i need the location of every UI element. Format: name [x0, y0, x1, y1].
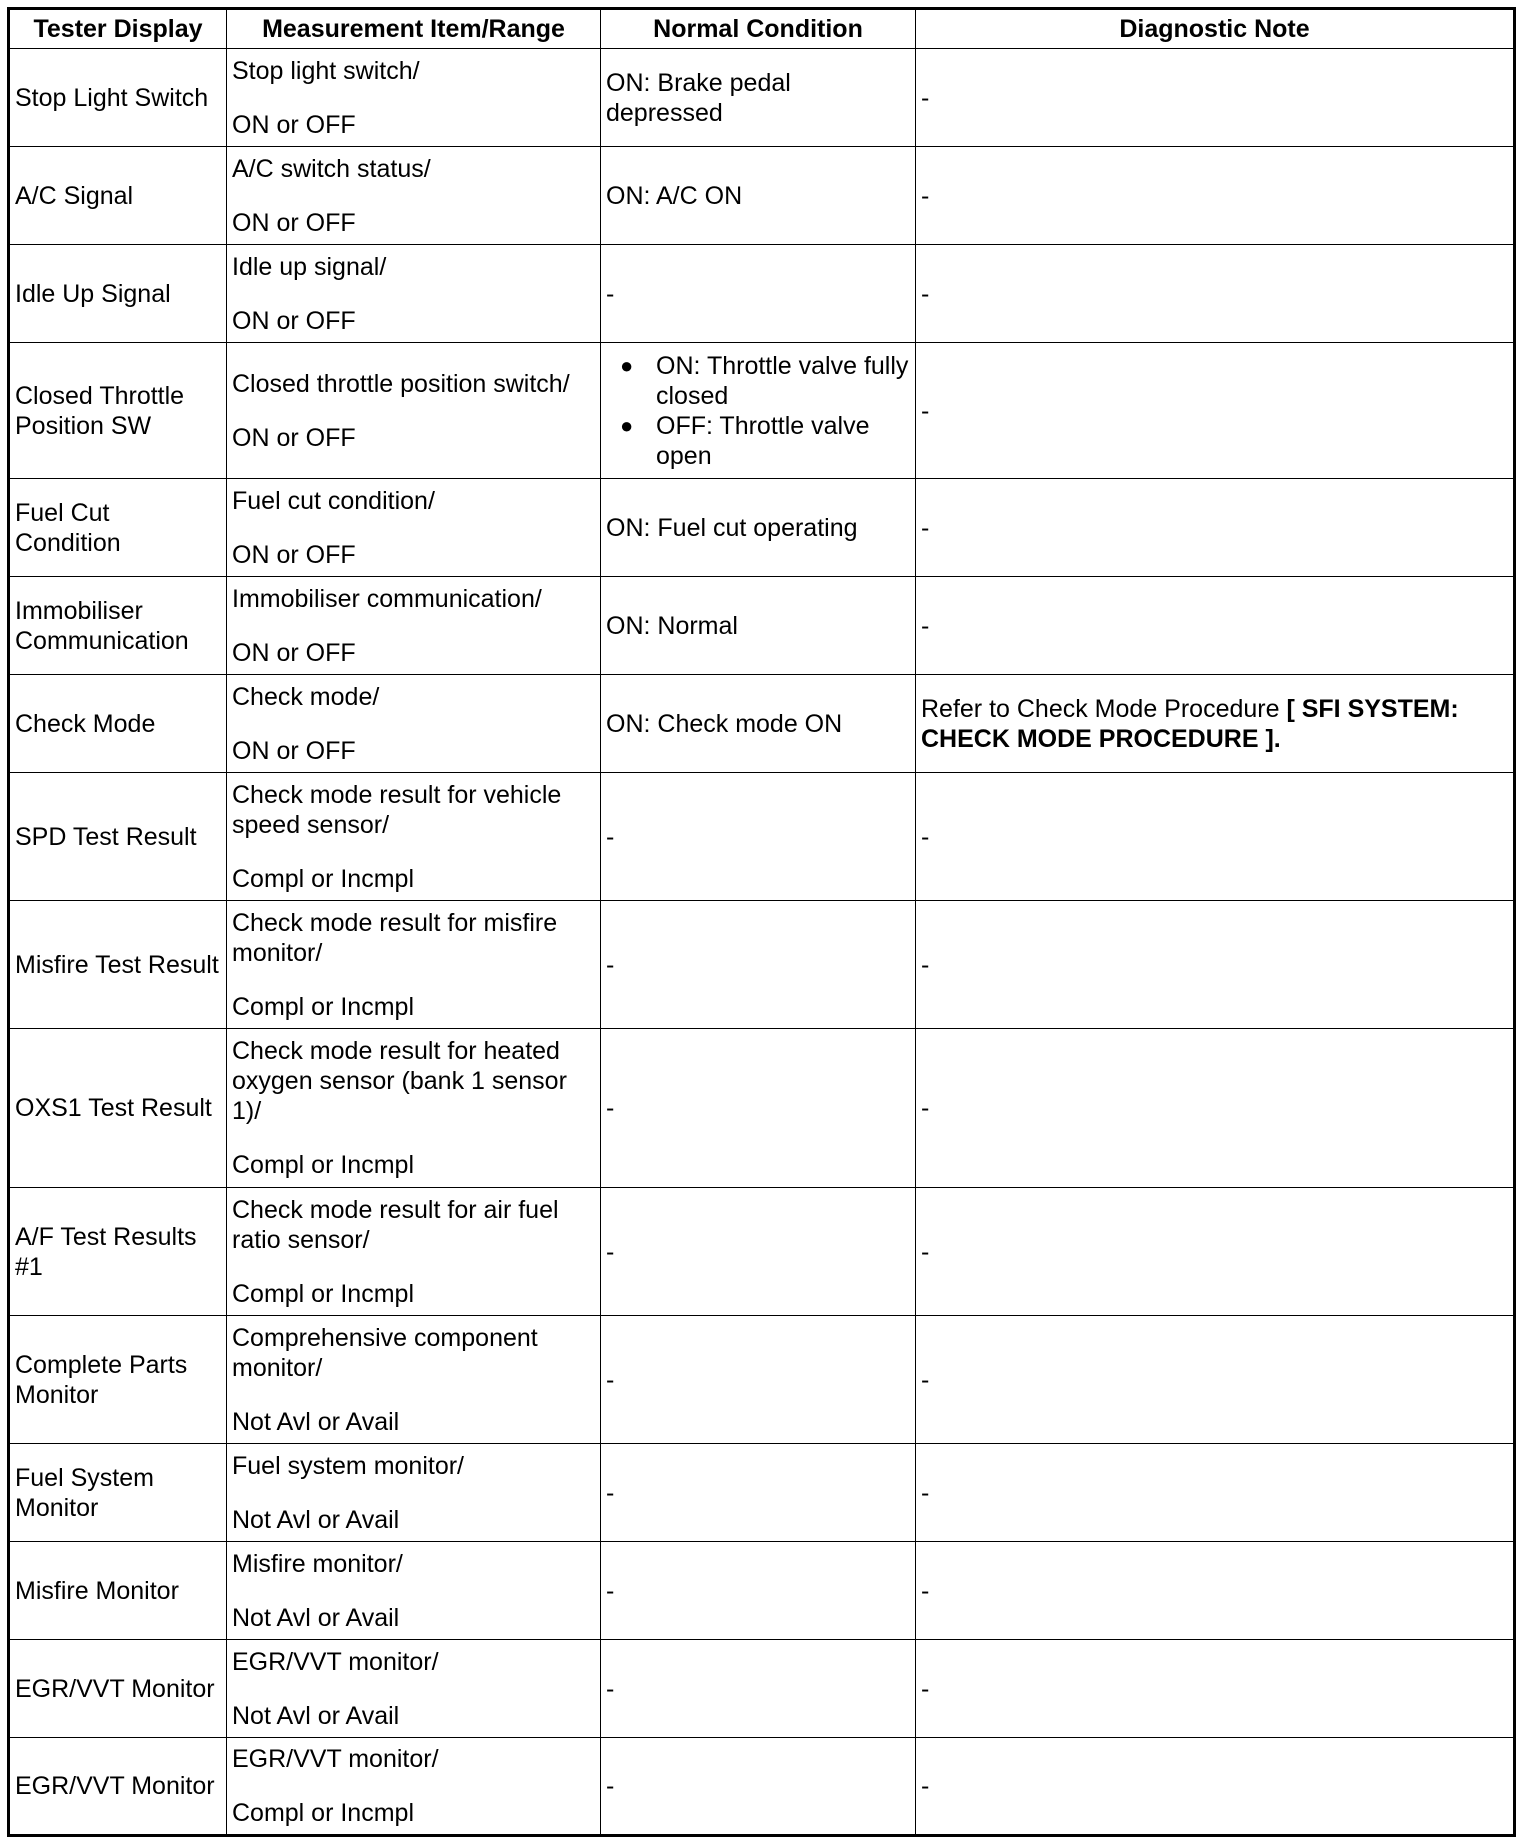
cell-normal-condition: ON: Normal — [601, 577, 916, 675]
measurement-spacer — [232, 1481, 595, 1505]
cell-measurement — [227, 901, 601, 1029]
cell-measurement — [227, 49, 601, 147]
measurement-range: Not Avl or Avail — [232, 1603, 400, 1632]
measurement-item: Immobiliser communication/ — [232, 584, 542, 613]
table-row — [9, 1316, 1515, 1444]
measurement-range: ON or OFF — [232, 306, 356, 335]
table-row — [9, 49, 1515, 147]
measurement-range: Not Avl or Avail — [232, 1505, 400, 1534]
measurement-spacer — [232, 1677, 595, 1701]
cell-tester-display: Immobiliser Communication — [9, 577, 227, 675]
cell-measurement — [227, 245, 601, 343]
measurement-item: A/C switch status/ — [232, 154, 431, 183]
header-measurement-item: Measurement Item/Range — [227, 9, 601, 49]
cell-normal-condition: - — [601, 1738, 916, 1836]
cell-normal-condition: - — [601, 1542, 916, 1640]
measurement-range: Not Avl or Avail — [232, 1701, 400, 1730]
cell-tester-display: A/C Signal — [9, 147, 227, 245]
cell-measurement — [227, 147, 601, 245]
table-body — [9, 49, 1515, 1836]
measurement-spacer — [232, 1255, 595, 1279]
measurement-spacer — [232, 840, 595, 864]
cell-measurement — [227, 1542, 601, 1640]
measurement-range: Compl or Incmpl — [232, 992, 414, 1021]
cell-measurement — [227, 773, 601, 901]
measurement-range: ON or OFF — [232, 208, 356, 237]
note-text: Refer to Check Mode Procedure — [921, 694, 1287, 723]
measurement-range: Compl or Incmpl — [232, 1151, 414, 1179]
measurement-spacer — [232, 184, 595, 208]
cell-diagnostic-note: - — [916, 1640, 1515, 1738]
cell-diagnostic-note: - — [916, 1444, 1515, 1542]
header-tester-display: Tester Display — [9, 9, 227, 49]
data-list-table — [7, 7, 1516, 1837]
cell-diagnostic-note: - — [916, 343, 1515, 479]
cell-measurement — [227, 1444, 601, 1542]
cell-tester-display: Stop Light Switch — [9, 49, 227, 147]
measurement-item: Check mode result for vehicle speed sensor/ — [232, 780, 562, 839]
measurement-item: Comprehensive component monitor/ — [232, 1323, 538, 1382]
cell-diagnostic-note: - — [916, 577, 1515, 675]
cell-diagnostic-note: - — [916, 1029, 1515, 1188]
measurement-spacer — [232, 86, 595, 110]
cell-normal-condition: - — [601, 901, 916, 1029]
measurement-range: ON or OFF — [232, 638, 356, 667]
cell-tester-display: A/F Test Results #1 — [9, 1188, 227, 1316]
measurement-item: Check mode/ — [232, 682, 380, 711]
table-row — [9, 1542, 1515, 1640]
table-row — [9, 479, 1515, 577]
cell-diagnostic-note: - — [916, 773, 1515, 901]
table-header-row — [9, 9, 1515, 49]
cell-tester-display: Fuel Cut Condition — [9, 479, 227, 577]
measurement-item: Idle up signal/ — [232, 252, 387, 281]
measurement-item: EGR/VVT monitor/ — [232, 1745, 439, 1773]
measurement-range: ON or OFF — [232, 110, 356, 139]
cell-diagnostic-note: - — [916, 1738, 1515, 1836]
cell-tester-display: Closed Throttle Position SW — [9, 343, 227, 479]
cell-tester-display: Complete Parts Monitor — [9, 1316, 227, 1444]
measurement-item: Fuel cut condition/ — [232, 486, 435, 515]
measurement-range: ON or OFF — [232, 540, 356, 569]
list-item: ● OFF: Throttle valve open — [656, 411, 910, 471]
cell-normal-condition — [601, 343, 916, 479]
measurement-spacer — [232, 399, 595, 423]
table-row — [9, 245, 1515, 343]
cell-diagnostic-note: - — [916, 147, 1515, 245]
cell-measurement — [227, 479, 601, 577]
measurement-range: Compl or Incmpl — [232, 864, 414, 893]
measurement-spacer — [232, 516, 595, 540]
measurement-item: Misfire monitor/ — [232, 1549, 403, 1578]
measurement-item: Fuel system monitor/ — [232, 1451, 465, 1480]
measurement-item: Check mode result for air fuel ratio sensor/ — [232, 1195, 559, 1254]
cell-normal-condition: - — [601, 1640, 916, 1738]
measurement-range: ON or OFF — [232, 423, 356, 452]
table-row — [9, 675, 1515, 773]
cell-normal-condition: - — [601, 1188, 916, 1316]
table-row — [9, 1444, 1515, 1542]
cell-measurement — [227, 1188, 601, 1316]
cell-diagnostic-note: - — [916, 479, 1515, 577]
cell-measurement — [227, 343, 601, 479]
measurement-spacer — [232, 968, 595, 992]
cell-tester-display: Misfire Monitor — [9, 1542, 227, 1640]
cell-measurement — [227, 675, 601, 773]
cell-diagnostic-note — [916, 675, 1515, 773]
table-row — [9, 1029, 1515, 1188]
table-row — [9, 1188, 1515, 1316]
header-normal-condition: Normal Condition — [601, 9, 916, 49]
measurement-spacer — [232, 282, 595, 306]
measurement-item: Check mode result for misfire monitor/ — [232, 908, 558, 967]
cell-normal-condition: ON: A/C ON — [601, 147, 916, 245]
table-row — [9, 1640, 1515, 1738]
cell-normal-condition: ON: Brake pedal depressed — [601, 49, 916, 147]
measurement-range: Compl or Incmpl — [232, 1799, 414, 1827]
cell-measurement — [227, 1640, 601, 1738]
measurement-item: EGR/VVT monitor/ — [232, 1647, 439, 1676]
cell-measurement — [227, 1738, 601, 1836]
measurement-spacer — [232, 1126, 595, 1150]
normal-condition-list — [606, 351, 910, 471]
header-diagnostic-note: Diagnostic Note — [916, 9, 1515, 49]
measurement-spacer — [232, 712, 595, 736]
cell-tester-display: Check Mode — [9, 675, 227, 773]
cell-diagnostic-note: - — [916, 1188, 1515, 1316]
cell-normal-condition: ON: Fuel cut operating — [601, 479, 916, 577]
measurement-item: Check mode result for heated oxygen sensor (bank 1 sensor 1)/ — [232, 1037, 567, 1125]
cell-normal-condition: - — [601, 245, 916, 343]
table-row — [9, 1738, 1515, 1836]
measurement-spacer — [232, 614, 595, 638]
measurement-range: Compl or Incmpl — [232, 1279, 414, 1308]
measurement-spacer — [232, 1579, 595, 1603]
cell-tester-display: Idle Up Signal — [9, 245, 227, 343]
table-row — [9, 577, 1515, 675]
measurement-item: Closed throttle position switch/ — [232, 369, 570, 398]
cell-diagnostic-note: - — [916, 1316, 1515, 1444]
cell-diagnostic-note: - — [916, 245, 1515, 343]
cell-tester-display: Fuel System Monitor — [9, 1444, 227, 1542]
cell-tester-display: Misfire Test Result — [9, 901, 227, 1029]
measurement-spacer — [232, 1774, 595, 1798]
measurement-spacer — [232, 1383, 595, 1407]
cell-measurement — [227, 1316, 601, 1444]
cell-measurement — [227, 577, 601, 675]
check-mode-procedure-link[interactable]: [ SFI SYSTEM: CHECK MODE PROCEDURE ]. — [921, 694, 1459, 753]
measurement-range: Not Avl or Avail — [232, 1407, 400, 1436]
measurement-range: ON or OFF — [232, 736, 356, 765]
cell-normal-condition: - — [601, 773, 916, 901]
measurement-item: Stop light switch/ — [232, 56, 420, 85]
cell-normal-condition: - — [601, 1316, 916, 1444]
cell-normal-condition: - — [601, 1444, 916, 1542]
table-row — [9, 343, 1515, 479]
list-item: ● ON: Throttle valve fully closed — [656, 351, 910, 411]
cell-normal-condition: - — [601, 1029, 916, 1188]
cell-diagnostic-note: - — [916, 49, 1515, 147]
cell-tester-display: EGR/VVT Monitor — [9, 1738, 227, 1836]
cell-normal-condition: ON: Check mode ON — [601, 675, 916, 773]
cell-diagnostic-note: - — [916, 1542, 1515, 1640]
cell-diagnostic-note: - — [916, 901, 1515, 1029]
cell-tester-display: OXS1 Test Result — [9, 1029, 227, 1188]
table-row — [9, 901, 1515, 1029]
table-row — [9, 773, 1515, 901]
cell-tester-display: SPD Test Result — [9, 773, 227, 901]
cell-measurement — [227, 1029, 601, 1188]
table-row — [9, 147, 1515, 245]
cell-tester-display: EGR/VVT Monitor — [9, 1640, 227, 1738]
